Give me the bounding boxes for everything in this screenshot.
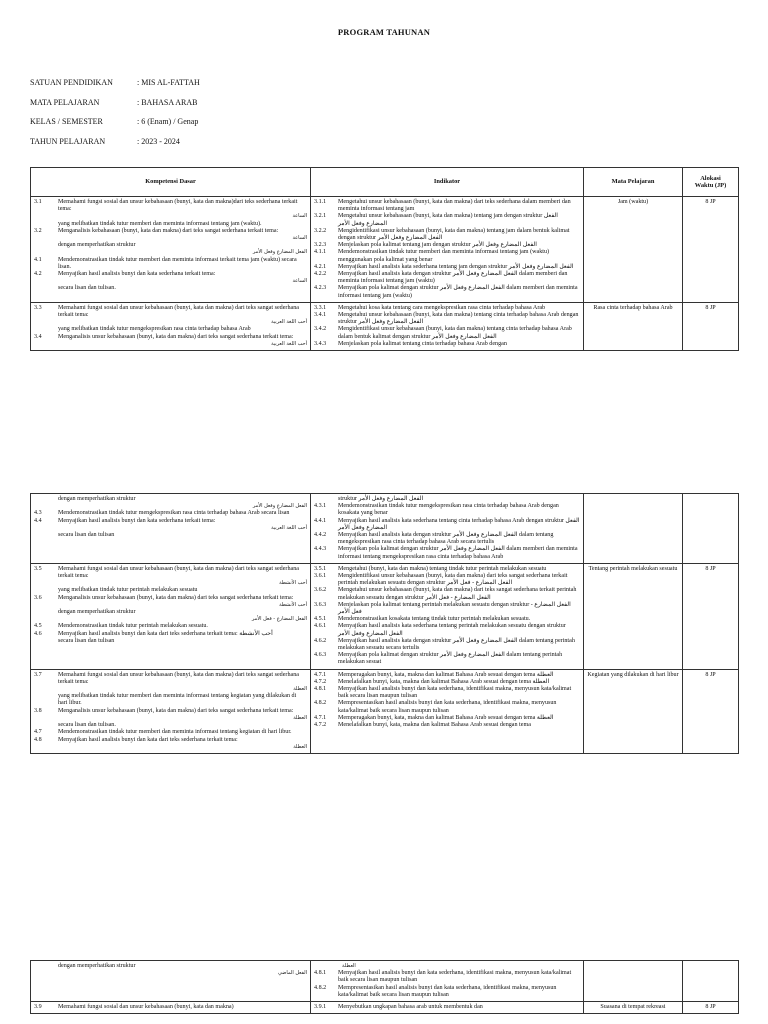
kd-entry bbox=[34, 532, 307, 539]
kd-number: 4.5 bbox=[34, 623, 42, 630]
kd-cell bbox=[31, 302, 311, 350]
indikator-entry bbox=[314, 587, 580, 601]
kd-cell bbox=[31, 494, 311, 564]
indikator-number: 3.6.1 bbox=[314, 573, 327, 580]
indikator-entry bbox=[314, 573, 580, 587]
kd-entry bbox=[34, 221, 307, 228]
kd-text: secara lisan dan tulisan bbox=[58, 637, 115, 644]
indikator-number: 3.6.2 bbox=[314, 587, 327, 594]
indikator-entry bbox=[314, 305, 580, 312]
indikator-text: Menyajikan pola kalimat dengan struktur الفعل المضارع وفعل الأمر dalam tentang perintah melakukan sesuat bbox=[338, 652, 563, 666]
kd-text: Menganalisis unsur kebahasaan (bunyi, kata dan makna) dari teks sangat sederhana terkait tema: bbox=[58, 707, 294, 714]
mata-pelajaran-cell bbox=[584, 494, 683, 564]
kd-number: 4.2 bbox=[34, 271, 42, 278]
kd-cell bbox=[31, 563, 311, 669]
indikator-text: Menjelaskan pola kalimat tentang cinta terhadap bahasa Arab dengan bbox=[338, 340, 507, 347]
indikator-number: 4.6.3 bbox=[314, 652, 327, 659]
indikator-number: 4.8.2 bbox=[314, 700, 327, 707]
kd-number: 4.6 bbox=[34, 630, 42, 637]
kd-number: 4.8 bbox=[34, 736, 42, 743]
kd-number bbox=[34, 609, 58, 616]
indikator-text: Menjelaskan pola kalimat tentang jam dengan struktur الفعل المضارع وفعل الأمر bbox=[338, 242, 537, 249]
indikator-number: 3.4.2 bbox=[314, 326, 327, 333]
arabic-term: الفعل المضارع - فعل الأمر bbox=[251, 616, 307, 623]
kd-entry bbox=[34, 566, 307, 580]
kd-number bbox=[34, 587, 58, 594]
kd-number bbox=[34, 285, 58, 292]
kd-text: dengan memperhatikan struktur bbox=[58, 496, 136, 502]
program-table-page-1 bbox=[30, 167, 739, 351]
arabic-term: أحب اللغة العربية bbox=[271, 319, 307, 326]
kd-number bbox=[34, 638, 58, 645]
arabic-term: الساعة bbox=[292, 235, 307, 242]
indikator-entry bbox=[314, 312, 580, 326]
kd-entry bbox=[34, 729, 307, 736]
indikator-number: 4.5.1 bbox=[314, 616, 327, 623]
kd-entry bbox=[34, 518, 307, 525]
arabic-term: الساعة bbox=[292, 278, 307, 285]
indikator-entry bbox=[314, 228, 580, 242]
kd-text: Menyajikan hasil analisis bunyi dan kata dari teks sederhana terkait tema: أحب الأنشطة bbox=[58, 630, 273, 637]
indikator-number: 3.6.3 bbox=[314, 601, 327, 608]
kd-entry bbox=[34, 631, 307, 638]
mata-pelajaran-cell: Tentang perintah melakukan sesuatu bbox=[584, 563, 683, 669]
indikator-number: 4.2.3 bbox=[314, 285, 327, 292]
kd-entry bbox=[34, 228, 307, 235]
indikator-cell bbox=[311, 494, 584, 564]
kd-text: Menganalisis unsur kebahasaan (bunyi, kata dan makna) dari teks sangat sederhana terkait tema: bbox=[58, 333, 294, 340]
indikator-text: Mengidentifikasi unsur kebahasaan (bunyi, kata dan makna) tentang jam dalam bentuk kalimat dengan struktur الفعل المضارع وفعل الأمر bbox=[338, 227, 570, 242]
meta-row bbox=[30, 98, 200, 118]
arabic-term: أحب الأنشطة bbox=[279, 580, 307, 587]
meta-label: TAHUN PELAJARAN bbox=[30, 136, 106, 146]
indikator-number: 4.8.1 bbox=[314, 970, 327, 977]
alokasi-waktu-cell: 8 JP bbox=[683, 302, 739, 350]
arabic-term: الفعل الماضي bbox=[278, 970, 307, 977]
kd-text: secara lisan dan tulisan. bbox=[58, 722, 116, 729]
indikator-cell bbox=[311, 1002, 584, 1014]
kd-number: 3.2 bbox=[34, 227, 42, 234]
table-row bbox=[31, 302, 739, 350]
indikator-entry bbox=[314, 700, 580, 714]
kd-number bbox=[34, 242, 58, 249]
kd-number: 3.8 bbox=[34, 707, 42, 714]
kd-entry bbox=[34, 510, 307, 517]
kd-entry bbox=[34, 271, 307, 278]
indikator-number: 3.2.1 bbox=[314, 213, 327, 220]
kd-entry bbox=[34, 672, 307, 686]
kd-text: Memahami fungsi sosial dan unsur kebahasaan (bunyi, kata dan makna) dari teks sangat sederhana terkait tema: bbox=[58, 304, 299, 319]
kd-text: yang melibatkan tindak tutur perintah melakukan sesuatu bbox=[58, 587, 198, 594]
kd-entry bbox=[34, 305, 307, 319]
kd-entry bbox=[34, 693, 307, 707]
arabic-term: أحب الأنشطة bbox=[279, 601, 307, 608]
indikator-entry bbox=[314, 722, 580, 729]
kd-entry bbox=[34, 708, 307, 715]
kd-text: Memahami fungsi sosial dan unsur kebahasaan (bunyi, kata dan makna)dari teks sederhana terkait tema: bbox=[58, 199, 298, 213]
kd-text: Menganalisis kebahasaan (bunyi, kata dan makna) dari teks sangat sederhana terkait tema: bbox=[58, 227, 279, 234]
kd-entry bbox=[34, 257, 307, 271]
kd-entry bbox=[34, 963, 307, 970]
kd-text: Menyajikan hasil analisis bunyi dan kata sederhana terkait tema: bbox=[58, 271, 216, 278]
indikator-number: 4.4.2 bbox=[314, 532, 327, 539]
indikator-number: 3.4.3 bbox=[314, 340, 327, 347]
kd-number: 4.3 bbox=[34, 510, 42, 517]
kd-text: Menyajikan hasil analisis bunyi dan kata dari teks sederhana terkait tema: bbox=[58, 736, 238, 743]
kd-number: 3.1 bbox=[34, 199, 42, 205]
program-table-page-2 bbox=[30, 493, 739, 754]
indikator-text: Menyajikan hasil analisis kata dengan struktur الفعل المضارع وفعل الأمر dalam tentang perintah melakukan sesuatu secara tertulis bbox=[338, 637, 575, 652]
indikator-number: 3.2.3 bbox=[314, 242, 327, 249]
indikator-entry bbox=[314, 970, 580, 984]
indikator-entry bbox=[314, 546, 580, 560]
indikator-entry bbox=[314, 518, 580, 532]
kd-text: secara lisan dan tulisan. bbox=[58, 285, 116, 292]
kd-number: 3.7 bbox=[34, 671, 42, 678]
kd-number bbox=[34, 722, 58, 729]
indikator-text: Menelafalkan bunyi, kata, makna dan kalimat Bahasa Arab sesuai dengan tema العطلة bbox=[338, 678, 550, 685]
indikator-text: Menyajikan pola kalimat dengan struktur الفعل المضارع وفعل الأمر dalam memberi dan meminta informasi tentang mengekspresikan rasa cinta terhadap bahasa Arab bbox=[338, 546, 578, 560]
indikator-entry bbox=[314, 496, 580, 503]
arabic-term: العطلة bbox=[293, 686, 307, 693]
indikator-text: Menelafalkan bunyi, kata, makna dan kalimat Bahasa Arab sesuai dengan tema bbox=[338, 722, 531, 729]
kd-entry bbox=[34, 623, 307, 630]
kd-entry bbox=[34, 737, 307, 744]
page-title: PROGRAM TAHUNAN bbox=[337, 27, 431, 37]
alokasi-waktu-cell: 8 JP bbox=[683, 197, 739, 303]
indikator-text: Mengidentifikasi unsur kebahasaan (bunyi, kata dan makna) tentang cinta terhadap bahasa Arab dalam bentuk kalimat dengan struktur الفعل المضارع وفعل الأمر bbox=[338, 326, 572, 340]
table-row bbox=[31, 563, 739, 669]
arabic-term: العطلة bbox=[293, 714, 307, 721]
indikator-entry bbox=[314, 623, 580, 637]
indikator-text: Mengetahui unsur kebahasaan (bunyi, kata dan makna) tentang jam dengan struktur الفعل المضارع وفعل الأمر bbox=[338, 213, 558, 227]
indikator-text: Menyajikan hasil analisis kata sederhana tentang jam dengan struktur الفعل المضارع وفعل الأمر bbox=[338, 263, 574, 270]
indikator-text: Mengetahui unsur kebahasaan (bunyi, kata dan makna) dari teks sangat sederhana terkait perintah melakukan sesuatu dengan struktur الفعل المضارع - فعل الأمر bbox=[338, 587, 577, 601]
table-row bbox=[31, 197, 739, 303]
indikator-text: Menjelaskan pola kalimat tentang perintah melakukan sesuatu dengan struktur الفعل المضارع - فعل الأمر bbox=[338, 601, 571, 616]
indikator-number: 3.4.1 bbox=[314, 312, 327, 319]
kd-text: Mendemonstrasikan tindak tutur mengekspresikan rasa cinta terhadap bahasa Arab secara lisan bbox=[58, 510, 290, 517]
indikator-entry bbox=[314, 249, 580, 263]
kd-entry bbox=[34, 199, 307, 213]
indikator-entry bbox=[314, 503, 580, 517]
meta-row bbox=[30, 117, 200, 137]
kd-text: Menganalisis unsur kebahasaan (bunyi, kata dan makna) dari teks sangat sederhana terkait tema: bbox=[58, 594, 294, 601]
indikator-entry bbox=[314, 652, 580, 666]
alokasi-waktu-cell bbox=[683, 494, 739, 564]
document-meta bbox=[30, 78, 200, 156]
indikator-text: Menyebutkan ungkapan bahasa arab untuk membentuk dan bbox=[338, 1004, 483, 1011]
kd-text: Mendemonstrasikan tindak tutur memberi dan meminta informasi terkait tema jam (waktu) secara lisan. bbox=[58, 256, 297, 270]
kd-number: 3.6 bbox=[34, 594, 42, 601]
kd-cell bbox=[31, 669, 311, 753]
kd-number: 3.9 bbox=[34, 1004, 42, 1011]
meta-label: KELAS / SEMESTER bbox=[30, 117, 103, 126]
header-alokasi-waktu: Alokasi Waktu (JP) bbox=[683, 168, 739, 197]
header-kompetensi-dasar: Kompetensi Dasar bbox=[31, 168, 311, 197]
mata-pelajaran-cell: Jam (waktu) bbox=[584, 197, 683, 303]
indikator-cell bbox=[311, 669, 584, 753]
kd-number: 4.1 bbox=[34, 256, 42, 263]
arabic-term: أحب اللغة العربية bbox=[271, 340, 307, 347]
kd-number bbox=[34, 693, 58, 707]
indikator-text: Mengetahui kosa kata tentang cara mengekspresikan rasa cinta terhadap bahasa Arab bbox=[338, 304, 546, 311]
kd-entry bbox=[34, 285, 307, 292]
kd-entry bbox=[34, 587, 307, 594]
alokasi-waktu-cell: 8 JP bbox=[683, 669, 739, 753]
meta-label: MATA PELAJARAN bbox=[30, 97, 100, 107]
indikator-cell bbox=[311, 197, 584, 303]
indikator-text: Menyajikan hasil analisis kata sederhana tentang cinta terhadap bahasa Arab dengan struktur الفعل المضارع وفعل الأمر bbox=[338, 517, 580, 531]
table-row bbox=[31, 669, 739, 753]
indikator-entry bbox=[314, 566, 580, 573]
indikator-number: 4.7.2 bbox=[314, 722, 327, 729]
indikator-number: 3.9.1 bbox=[314, 1004, 327, 1011]
alokasi-waktu-cell: 8 JP bbox=[683, 1002, 739, 1014]
indikator-entry bbox=[314, 638, 580, 652]
indikator-text: Mengidentifikasi unsur kebahasaan (bunyi, kata dan makna) dari teks sangat sederhana terkait perintah melakukan sesuatu dengan struktur الفعل المضارع - فعل الأمر bbox=[338, 573, 568, 587]
kd-text: secara lisan dan tulisan bbox=[58, 532, 115, 539]
indikator-text: Menyajikan hasil analisis bunyi dan kata sederhana, identifikasi makna, menyusun kata/kalimat baik secara lisan maupun tulisan bbox=[338, 686, 572, 700]
indikator-text: Menyajikan hasil analisis kata dengan struktur الفعل المضارع وفعل الأمر dalam memberi dan meminta informasi tentang jam (waktu) bbox=[338, 271, 568, 285]
kd-entry bbox=[34, 638, 307, 645]
kd-number bbox=[34, 963, 58, 970]
indikator-text: Menyajikan hasil analisis bunyi dan kata sederhana, identifikasi makna, menyusun kata/kalimat baik secara lisan maupun tulisan bbox=[338, 970, 572, 984]
indikator-number: 4.6.2 bbox=[314, 637, 327, 644]
indikator-number: 3.5.1 bbox=[314, 565, 327, 572]
kd-number: 3.3 bbox=[34, 304, 42, 311]
indikator-entry bbox=[314, 271, 580, 285]
meta-value: : MIS AL-FATTAH bbox=[137, 78, 200, 87]
indikator-entry bbox=[314, 341, 580, 348]
arabic-term: الساعة bbox=[292, 213, 307, 220]
indikator-entry bbox=[314, 715, 580, 722]
alokasi-waktu-cell: 8 JP bbox=[683, 563, 739, 669]
indikator-cell bbox=[311, 563, 584, 669]
arabic-term: العطلة bbox=[293, 743, 307, 750]
indikator-text: Mempresentasikan hasil analisis bunyi dan kata sederhana, identifikasi makna, menyusun kata/kalimat baik secara lisan maupun tulisan bbox=[338, 984, 557, 998]
arabic-term: أحب اللغة العربية bbox=[271, 524, 307, 531]
indikator-cell bbox=[311, 302, 584, 350]
indikator-text: Mengetahui unsur kebahasaan (bunyi, kata dan makna) dari teks sederhana dalam memberi dan meminta informasi tentang jam bbox=[338, 199, 571, 213]
kd-number: 4.7 bbox=[34, 729, 42, 736]
kd-cell bbox=[31, 1002, 311, 1014]
indikator-text: Mendemonstrasikan tindak tutur mengekspresikan rasa cinta terhadap bahasa Arab dengan kosakata yang benar bbox=[338, 503, 559, 517]
kd-entry bbox=[34, 326, 307, 333]
indikator-entry bbox=[314, 672, 580, 679]
indikator-entry bbox=[314, 616, 580, 623]
kd-text: dengan memperhatikan struktur bbox=[58, 609, 136, 616]
arabic-term: الفعل المضارع وفعل الأمر bbox=[252, 503, 307, 510]
kd-number bbox=[34, 221, 58, 228]
indikator-number: 4.6.1 bbox=[314, 623, 327, 630]
arabic-term: الفعل المضارع وفعل الأمر bbox=[252, 249, 307, 256]
indikator-text: Memperagakan bunyi, kata, makna dan kalimat Bahasa Arab sesuai dengan tema العطلة bbox=[338, 671, 554, 678]
indikator-entry bbox=[314, 285, 580, 299]
kd-number: 3.4 bbox=[34, 333, 42, 340]
indikator-entry bbox=[314, 1004, 580, 1011]
kd-number bbox=[34, 496, 58, 503]
indikator-entry bbox=[314, 213, 580, 227]
indikator-entry bbox=[314, 532, 580, 546]
indikator-number: 4.2.1 bbox=[314, 263, 327, 270]
table-row bbox=[31, 494, 739, 564]
indikator-number: 4.3.1 bbox=[314, 503, 327, 510]
table-row bbox=[31, 1002, 739, 1014]
indikator-text: Mendemonstrasikan tindak tutur memberi dan meminta informasi tentang jam (waktu) menggunakan pola kalimat yang benar bbox=[338, 249, 550, 263]
kd-number bbox=[34, 326, 58, 333]
indikator-number: 4.7.2 bbox=[314, 678, 327, 685]
indikator-number: 3.2.2 bbox=[314, 227, 327, 234]
indikator-number: 4.1.1 bbox=[314, 249, 327, 256]
meta-value: : BAHASA ARAB bbox=[137, 97, 198, 107]
meta-value: : 2023 - 2024 bbox=[137, 136, 180, 146]
kd-text: dengan memperhatikan struktur bbox=[58, 242, 136, 249]
kd-cell bbox=[31, 961, 311, 1002]
kd-cell bbox=[31, 197, 311, 303]
kd-text: Mendemonstrasikan tindak tutur perintah melakukan sesuatu. bbox=[58, 623, 208, 630]
indikator-number: 4.8.2 bbox=[314, 984, 327, 991]
mata-pelajaran-cell: Kegiatan yang dilakukan di hari libur bbox=[584, 669, 683, 753]
kd-entry bbox=[34, 595, 307, 602]
indikator-text: Mengetahui (bunyi, kata dan makna) tentang tindak tutur perintah melakukan sesuatu bbox=[338, 565, 547, 572]
indikator-text: Menyajikan pola kalimat dengan struktur الفعل المضارع وفعل الأمر dalam memberi dan meminta informasi tentang jam (waktu) bbox=[338, 285, 578, 299]
indikator-text: Menyajikan hasil analisis kata dengan struktur الفعل المضارع وفعل الأمر dalam tentang mengekspresikan rasa cinta terhadap bahasa Arab secara tertulis bbox=[338, 532, 554, 546]
header-indikator: Indikator bbox=[311, 168, 584, 197]
table-row bbox=[31, 961, 739, 1002]
indikator-text: Menyajikan hasil analisis kata sederhana tentang perintah melakukan sesuatu dengan struktur الفعل المضارع وفعل الأمر bbox=[338, 623, 566, 637]
kd-text: yang melibatkan tindak tutur mengekspresikan rasa cinta terhadap bahasa Arab bbox=[58, 326, 251, 333]
indikator-entry bbox=[314, 264, 580, 271]
indikator-number: 3.1.1 bbox=[314, 199, 327, 205]
kd-text: yang melibatkan tindak tutur memberi dan meminta informasi tentang kegiatan yang dilakukan di hari libur. bbox=[58, 693, 297, 707]
kd-entry bbox=[34, 1004, 307, 1011]
indikator-entry bbox=[314, 985, 580, 999]
meta-row bbox=[30, 137, 200, 157]
indikator-text: Mengetahui unsur kebahasaan (bunyi, kata dan makna) tentang cinta terhadap bahasa Arab dengan struktur الفعل المضارع وفعل الأمر bbox=[338, 312, 579, 326]
kd-number bbox=[34, 532, 58, 539]
indikator-entry bbox=[314, 199, 580, 213]
kd-text: Memahami fungsi sosial dan unsur kebahasaan (bunyi, kata dan makna) bbox=[58, 1004, 234, 1011]
indikator-number: 4.7.1 bbox=[314, 714, 327, 721]
kd-text: Menyajikan hasil analisis bunyi dan kata sederhana terkait tema: bbox=[58, 517, 216, 524]
indikator-number bbox=[314, 496, 338, 503]
kd-text: Memahami fungsi sosial dan unsur kebahasaan (bunyi, kata dan makna) dari teks sangat sederhana terkait tema: bbox=[58, 671, 299, 685]
indikator-entry bbox=[314, 679, 580, 686]
indikator-text: Memperagakan bunyi, kata, makna dan kalimat Bahasa Arab sesuai dengan tema العطلة bbox=[338, 714, 554, 721]
program-table-page-3 bbox=[30, 960, 739, 1014]
header-mata-pelajaran: Mata Pelajaran bbox=[584, 168, 683, 197]
kd-number: 4.4 bbox=[34, 517, 42, 524]
indikator-number: 4.4.3 bbox=[314, 546, 327, 553]
mata-pelajaran-cell: Suasana di tempat rekreasi bbox=[584, 1002, 683, 1014]
indikator-text: Mempresentasikan hasil analisis bunyi dan kata sederhana, identifikasi makna, menyusun kata/kalimat baik secara lisan maupun tulisan bbox=[338, 700, 557, 714]
meta-row bbox=[30, 78, 200, 98]
meta-value: : 6 (Enam) / Genap bbox=[137, 117, 199, 126]
indikator-number: 4.2.2 bbox=[314, 271, 327, 278]
indikator-text: Mendemonstrasikan kosakata tentang tindak tutur perintah melakukan sesuatu. bbox=[338, 616, 531, 623]
indikator-number: 4.8.1 bbox=[314, 686, 327, 693]
indikator-text: struktur الفعل المضارع وفعل الأمر bbox=[338, 496, 424, 502]
indikator-number: 4.4.1 bbox=[314, 517, 327, 524]
kd-entry bbox=[34, 334, 307, 341]
mata-pelajaran-cell: Rasa cinta terhadap bahasa Arab bbox=[584, 302, 683, 350]
arabic-term: العطلة bbox=[342, 963, 356, 969]
mata-pelajaran-cell bbox=[584, 961, 683, 1002]
kd-text: Memahami fungsi sosial dan unsur kebahasaan (bunyi, kata dan makna) dari teks sangat sederhana terkait tema: bbox=[58, 565, 299, 580]
indikator-number: 4.7.1 bbox=[314, 671, 327, 678]
kd-text: yang melibatkan tindak tutur memberi dan meminta informasi tentang jam (waktu). bbox=[58, 220, 262, 227]
indikator-number: 3.3.1 bbox=[314, 304, 327, 311]
indikator-entry bbox=[314, 326, 580, 340]
kd-text: Mendemonstrasikan tindak tutur memberi dan meminta informasi tentang kegiatan di hari libur. bbox=[58, 729, 292, 736]
meta-label: SATUAN PENDIDIKAN bbox=[30, 78, 113, 87]
indikator-cell bbox=[311, 961, 584, 1002]
alokasi-waktu-cell bbox=[683, 961, 739, 1002]
indikator-entry bbox=[314, 602, 580, 616]
kd-text: dengan memperhatikan struktur bbox=[58, 963, 136, 969]
indikator-entry bbox=[314, 686, 580, 700]
kd-number: 3.5 bbox=[34, 565, 42, 572]
